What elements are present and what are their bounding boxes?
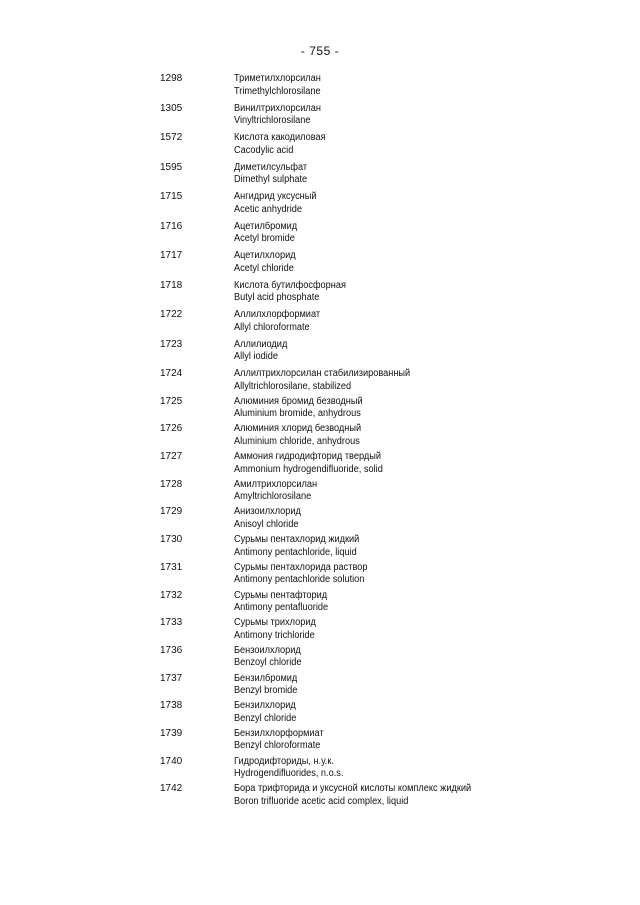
entry-name-english: Antimony pentachloride, liquid (234, 546, 357, 558)
entry-name-russian: Амилтрихлорсилан (234, 478, 318, 490)
entry-number: 1731 (160, 561, 183, 573)
entry-names (234, 103, 321, 128)
entry-name-english: Acetyl chloride (234, 262, 294, 274)
entry-number: 1724 (160, 368, 183, 379)
entry-names (234, 783, 471, 808)
entry-number: 1738 (160, 700, 183, 712)
entry-names (234, 339, 287, 364)
entry-name-english: Antimony pentachloride solution (234, 574, 365, 586)
entry-number: 1723 (160, 338, 183, 350)
entry-names (234, 479, 317, 504)
entry-row (0, 562, 640, 590)
entry-row (0, 756, 640, 784)
entry-number: 1728 (160, 478, 183, 490)
entry-names (234, 645, 302, 670)
entry-row (0, 728, 640, 756)
entry-row (0, 534, 640, 562)
entry-number: 1715 (160, 191, 183, 202)
entry-name-english: Antimony trichloride (234, 629, 315, 641)
entry-row (0, 73, 640, 103)
entry-name-english: Ammonium hydrogendifluoride, solid (234, 463, 383, 475)
entry-name-english: Cacodylic acid (234, 144, 294, 156)
entry-name-russian: Аллилхлорформиат (234, 309, 321, 320)
entry-name-english: Benzyl bromide (234, 685, 298, 697)
entry-name-english: Allyl chloroformate (234, 321, 310, 333)
entry-name-english: Allyltrichlorosilane, stabilized (234, 380, 352, 392)
entry-row (0, 423, 640, 451)
entry-name-russian: Бензилбромид (234, 672, 298, 684)
entry-name-russian: Бора трифторида и уксусной кислоты комплекс жидкий (234, 783, 472, 795)
entry-number: 1733 (160, 617, 183, 629)
entry-names (234, 73, 321, 98)
entry-name-russian: Сурьмы пентахлорид жидкий (234, 534, 360, 546)
entry-row (0, 191, 640, 221)
entry-name-english: Aluminium bromide, anhydrous (234, 408, 361, 420)
entry-row (0, 451, 640, 479)
entry-number: 1595 (160, 161, 183, 173)
entry-name-english: Trimethylchlorosilane (234, 85, 321, 97)
entry-number: 1736 (160, 644, 183, 656)
entry-names (234, 309, 320, 334)
entry-names (234, 451, 383, 476)
entry-row (0, 103, 640, 133)
entry-row (0, 700, 640, 728)
entry-name-russian: Кислота какодиловая (234, 132, 326, 143)
entry-row (0, 396, 640, 424)
entry-name-russian: Сурьмы трихлорид (234, 617, 316, 629)
entry-name-english: Allyl iodide (234, 351, 278, 362)
entry-name-english: Aluminium chloride, anhydrous (234, 435, 360, 447)
entry-number: 1732 (160, 589, 183, 601)
entry-name-russian: Ацетилбромид (234, 220, 298, 232)
entry-names (234, 423, 361, 448)
entry-row (0, 280, 640, 310)
entry-names (234, 162, 307, 187)
entry-row (0, 162, 640, 192)
entry-names (234, 506, 301, 531)
entry-names (234, 191, 317, 216)
entry-name-russian: Кислота бутилфосфорная (234, 279, 346, 291)
entry-number: 1737 (160, 672, 183, 684)
entry-number: 1716 (160, 220, 183, 232)
entry-row (0, 783, 640, 811)
entry-list (0, 73, 640, 811)
entry-names (234, 534, 359, 559)
entry-names (234, 221, 297, 246)
entry-name-english: Anisoyl chloride (234, 518, 299, 530)
entry-names (234, 728, 324, 753)
entry-row (0, 590, 640, 618)
entry-row (0, 368, 640, 396)
entry-number: 1718 (160, 279, 183, 291)
entry-number: 1729 (160, 506, 183, 518)
entry-name-russian: Винилтрихлорсилан (234, 102, 321, 114)
entry-row (0, 309, 640, 339)
entry-number: 1572 (160, 132, 183, 143)
entry-name-english: Benzoyl chloride (234, 657, 302, 669)
entry-row (0, 479, 640, 507)
entry-name-english: Vinyltrichlorosilane (234, 115, 311, 126)
entry-row (0, 339, 640, 369)
entry-name-english: Dimethyl sulphate (234, 174, 308, 185)
entry-names (234, 396, 363, 421)
entry-name-russian: Сурьмы пентахлорида раствор (234, 561, 368, 573)
entry-name-russian: Аллилиодид (234, 338, 288, 350)
entry-row (0, 221, 640, 251)
entry-number: 1298 (160, 73, 183, 84)
entry-name-russian: Аллилтрихлорсилан стабилизированный (234, 368, 411, 379)
entry-row (0, 506, 640, 534)
entry-row (0, 132, 640, 162)
entry-name-russian: Бензилхлорид (234, 700, 296, 712)
entry-number: 1722 (160, 309, 183, 320)
entry-name-russian: Бензилхлорформиат (234, 727, 324, 739)
entry-names (234, 756, 343, 781)
entry-number: 1742 (160, 783, 183, 795)
entry-number: 1730 (160, 534, 183, 546)
entry-name-russian: Бензоилхлорид (234, 644, 301, 656)
entry-name-english: Acetyl bromide (234, 233, 295, 244)
entry-names (234, 590, 328, 615)
entry-name-russian: Диметилсульфат (234, 161, 308, 173)
entry-names (234, 617, 316, 642)
entry-number: 1727 (160, 451, 183, 463)
entry-number: 1717 (160, 250, 183, 261)
entry-number: 1740 (160, 755, 183, 767)
entry-name-english: Hydrogendifluorides, n.o.s. (234, 768, 344, 780)
entry-name-russian: Анизоилхлорид (234, 506, 301, 518)
entry-name-english: Acetic anhydride (234, 203, 303, 215)
entry-number: 1739 (160, 727, 183, 739)
entry-name-english: Amyltrichlorosilane (234, 491, 312, 503)
entry-name-english: Benzyl chloride (234, 712, 297, 724)
entry-name-english: Antimony pentafluoride (234, 602, 329, 613)
entry-row (0, 673, 640, 701)
entry-number: 1726 (160, 423, 183, 435)
page-number: - 755 - (300, 44, 340, 58)
entry-name-russian: Аммония гидродифторид твердый (234, 451, 381, 463)
entry-name-russian: Алюминия хлорид безводный (234, 423, 362, 435)
entry-name-russian: Триметилхлорсилан (234, 73, 321, 84)
entry-names (234, 368, 410, 393)
entry-name-russian: Алюминия бромид безводный (234, 395, 363, 407)
entry-names (234, 673, 297, 698)
entry-name-english: Boron trifluoride acetic acid complex, liquid (234, 795, 409, 807)
entry-name-english: Benzyl chloroformate (234, 740, 321, 752)
entry-name-english: Butyl acid phosphate (234, 292, 320, 303)
entry-name-russian: Ацетилхлорид (234, 250, 296, 261)
entry-name-russian: Гидродифториды, н.у.к. (234, 755, 334, 767)
entry-names (234, 132, 326, 157)
entry-names (234, 700, 296, 725)
entry-name-russian: Сурьмы пентафторид (234, 589, 328, 601)
entry-names (234, 562, 368, 587)
entry-names (234, 250, 296, 275)
entry-number: 1305 (160, 102, 183, 114)
entry-row (0, 250, 640, 280)
entry-names (234, 280, 346, 305)
entry-row (0, 617, 640, 645)
entry-row (0, 645, 640, 673)
entry-name-russian: Ангидрид уксусный (234, 191, 317, 202)
entry-number: 1725 (160, 395, 183, 407)
